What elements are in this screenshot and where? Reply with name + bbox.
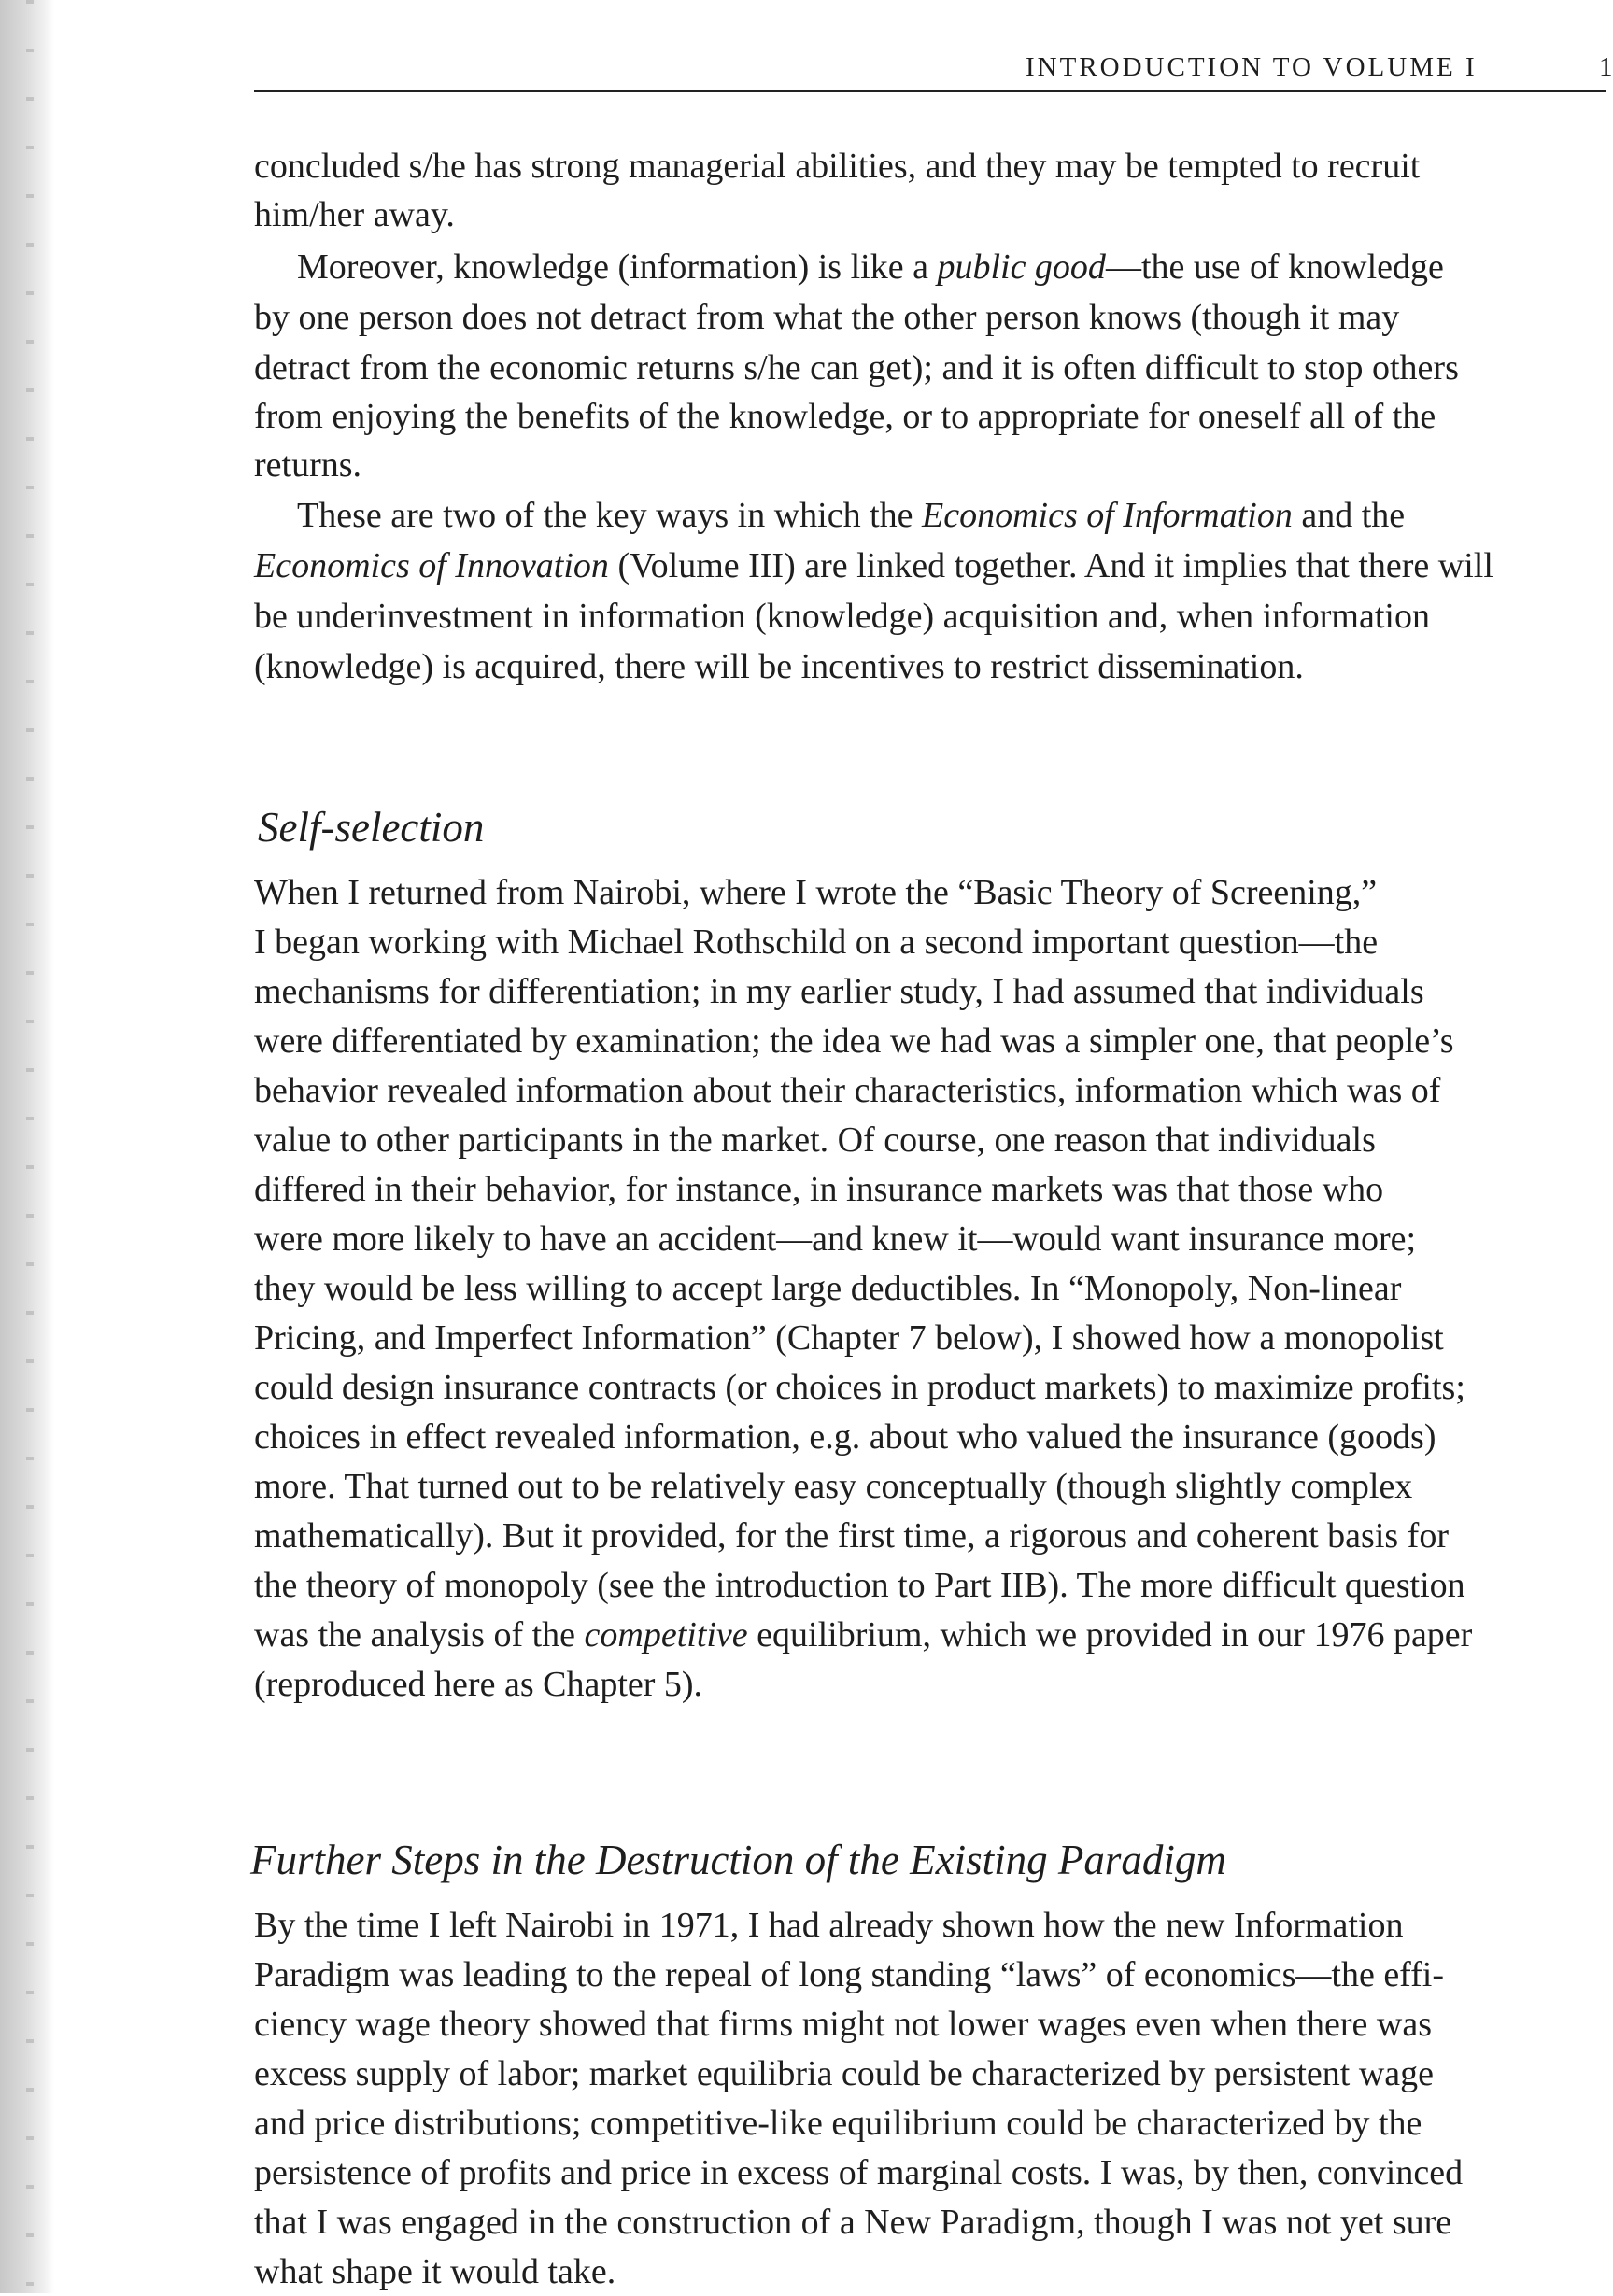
running-header [254, 49, 1613, 92]
text-line: Pricing, and Imperfect Information” (Chapter 7 below), I showed how a monopolist [254, 1318, 1444, 1358]
page-number: 1 [1599, 52, 1613, 82]
text-line: returns. [254, 445, 362, 485]
text-line: I began working with Michael Rothschild on a second important question—the [254, 923, 1379, 962]
text-line: persistence of profits and price in excess of marginal costs. I was, by then, convinced [254, 2153, 1464, 2192]
text-line: the theory of monopoly (see the introduction to Part IIB). The more difficult question [254, 1566, 1465, 1605]
text-line: mechanisms for differentiation; in my earlier study, I had assumed that individuals [254, 972, 1424, 1011]
text-line: mathematically). But it provided, for the first time, a rigorous and coherent basis for [254, 1516, 1449, 1556]
text-line-with-emphasis: Moreover, knowledge (information) is like a public good—the use of knowledge [297, 247, 1444, 287]
text-line: were differentiated by examination; the idea we had was a simpler one, that people’s [254, 1021, 1454, 1061]
text-line: choices in effect revealed information, e.g. about who valued the insurance (goods) [254, 1417, 1436, 1457]
text-line: detract from the economic returns s/he can get); and it is often difficult to stop others [254, 348, 1459, 387]
text-line: were more likely to have an accident—and knew it—would want insurance more; [254, 1219, 1417, 1259]
text-line: they would be less willing to accept large deductibles. In “Monopoly, Non-linear [254, 1269, 1402, 1308]
section-heading-self-selection: Self-selection [258, 804, 485, 851]
text-line-with-emphasis: Economics of Innovation (Volume III) are linked together. And it implies that there will [254, 546, 1493, 585]
text-line: behavior revealed information about their characteristics, information which was of [254, 1071, 1441, 1110]
text-line: excess supply of labor; market equilibria could be characterized by persistent wage [254, 2054, 1435, 2093]
text-line: from enjoying the benefits of the knowledge, or to appropriate for oneself all of the [254, 397, 1436, 436]
section-heading-further-steps: Further Steps in the Destruction of the Existing Paradigm [250, 1837, 1226, 1883]
text-line: could design insurance contracts (or choices in product markets) to maximize profits; [254, 1368, 1465, 1407]
text-line: concluded s/he has strong managerial abilities, and they may be tempted to recruit [254, 147, 1421, 186]
text-line-with-emphasis: These are two of the key ways in which the Economics of Information and the [297, 496, 1406, 535]
text-line: differed in their behavior, for instance, in insurance markets was that those who [254, 1170, 1384, 1209]
text-line: value to other participants in the market. Of course, one reason that individuals [254, 1120, 1376, 1160]
page-binding-gutter [0, 0, 54, 2293]
text-line-with-emphasis: was the analysis of the competitive equilibrium, which we provided in our 1976 paper [254, 1615, 1473, 1655]
text-line: ciency wage theory showed that firms might not lower wages even when there was [254, 2005, 1432, 2044]
text-line: what shape it would take. [254, 2252, 616, 2291]
text-line: When I returned from Nairobi, where I wrote the “Basic Theory of Screening,” [254, 873, 1378, 912]
running-title: INTRODUCTION TO VOLUME I [1026, 52, 1478, 82]
text-line: Paradigm was leading to the repeal of long standing “laws” of economics—the effi- [254, 1955, 1445, 1994]
text-line: By the time I left Nairobi in 1971, I had already shown how the new Information [254, 1906, 1404, 1945]
text-line: (knowledge) is acquired, there will be incentives to restrict dissemination. [254, 647, 1304, 686]
text-line: that I was engaged in the construction of a New Paradigm, though I was not yet sure [254, 2203, 1452, 2242]
text-line: and price distributions; competitive-like equilibrium could be characterized by the [254, 2104, 1422, 2143]
text-line: more. That turned out to be relatively easy conceptually (though slightly complex [254, 1467, 1413, 1506]
text-line: by one person does not detract from what the other person knows (though it may [254, 298, 1400, 337]
text-line: him/her away. [254, 195, 455, 234]
text-line: be underinvestment in information (knowledge) acquisition and, when information [254, 597, 1430, 636]
text-line: (reproduced here as Chapter 5). [254, 1665, 703, 1704]
book-page [250, 0, 1613, 2293]
